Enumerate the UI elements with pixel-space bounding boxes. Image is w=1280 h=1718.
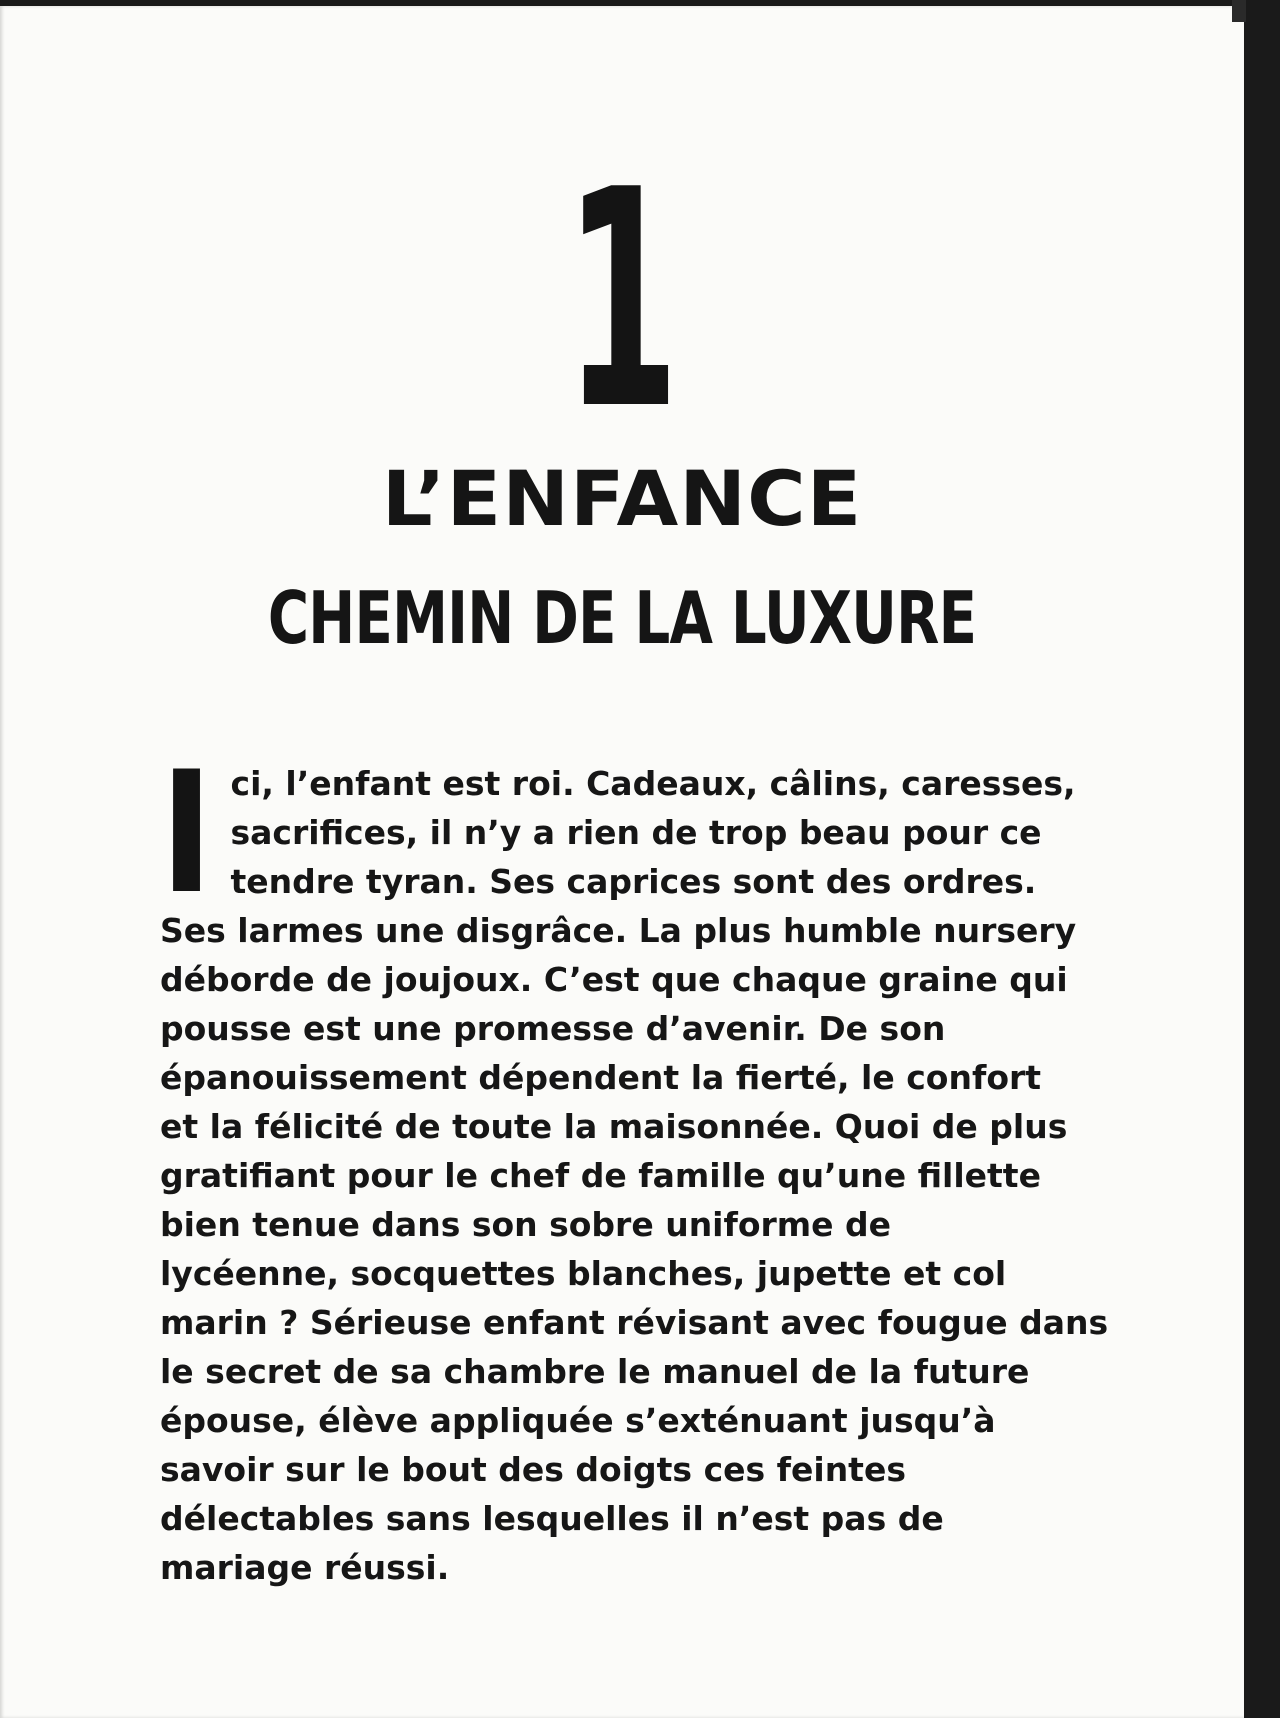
body-line: et la félicité de toute la maisonnée. Quoi de plus (160, 1107, 1068, 1146)
book-page (0, 6, 1244, 1718)
body-line: marin ? Sérieuse enfant révisant avec fougue dans (160, 1303, 1109, 1342)
body-line: Ses larmes une disgrâce. La plus humble nursery (160, 911, 1077, 950)
body-line: mariage réussi. (160, 1548, 450, 1587)
body-line: le secret de sa chambre le manuel de la future (160, 1352, 1030, 1391)
body-line: déborde de joujoux. C’est que chaque graine qui (160, 960, 1068, 999)
body-line: tendre tyran. Ses caprices sont des ordres. (230, 862, 1037, 901)
body-line: pousse est une promesse d’avenir. De son (160, 1009, 946, 1048)
chapter-subtitle: CHEMIN DE LA LUXURE (267, 576, 977, 660)
body-line: sacrifices, il n’y a rien de trop beau pour ce (230, 813, 1042, 852)
body-line: délectables sans lesquelles il n’est pas de (160, 1499, 944, 1538)
scan-edge-mark (1232, 0, 1246, 22)
body-line: gratifiant pour le chef de famille qu’une fillette (160, 1156, 1041, 1195)
chapter-title: L’ENFANCE (381, 454, 863, 543)
body-paragraph (160, 735, 1109, 1592)
body-line: bien tenue dans son sobre uniforme de (160, 1205, 892, 1244)
body-line: épouse, élève appliquée s’exténuant jusqu’à (160, 1401, 996, 1440)
body-line: lycéenne, socquettes blanches, jupette et col (160, 1254, 1007, 1293)
drop-cap: I (160, 735, 214, 931)
body-line: savoir sur le bout des doigts ces feintes (160, 1450, 906, 1489)
body-line: épanouissement dépendent la fierté, le confort (160, 1058, 1042, 1097)
body-line: ci, l’enfant est roi. Cadeaux, câlins, caresses, (230, 764, 1076, 803)
chapter-number: 1 (564, 126, 680, 475)
